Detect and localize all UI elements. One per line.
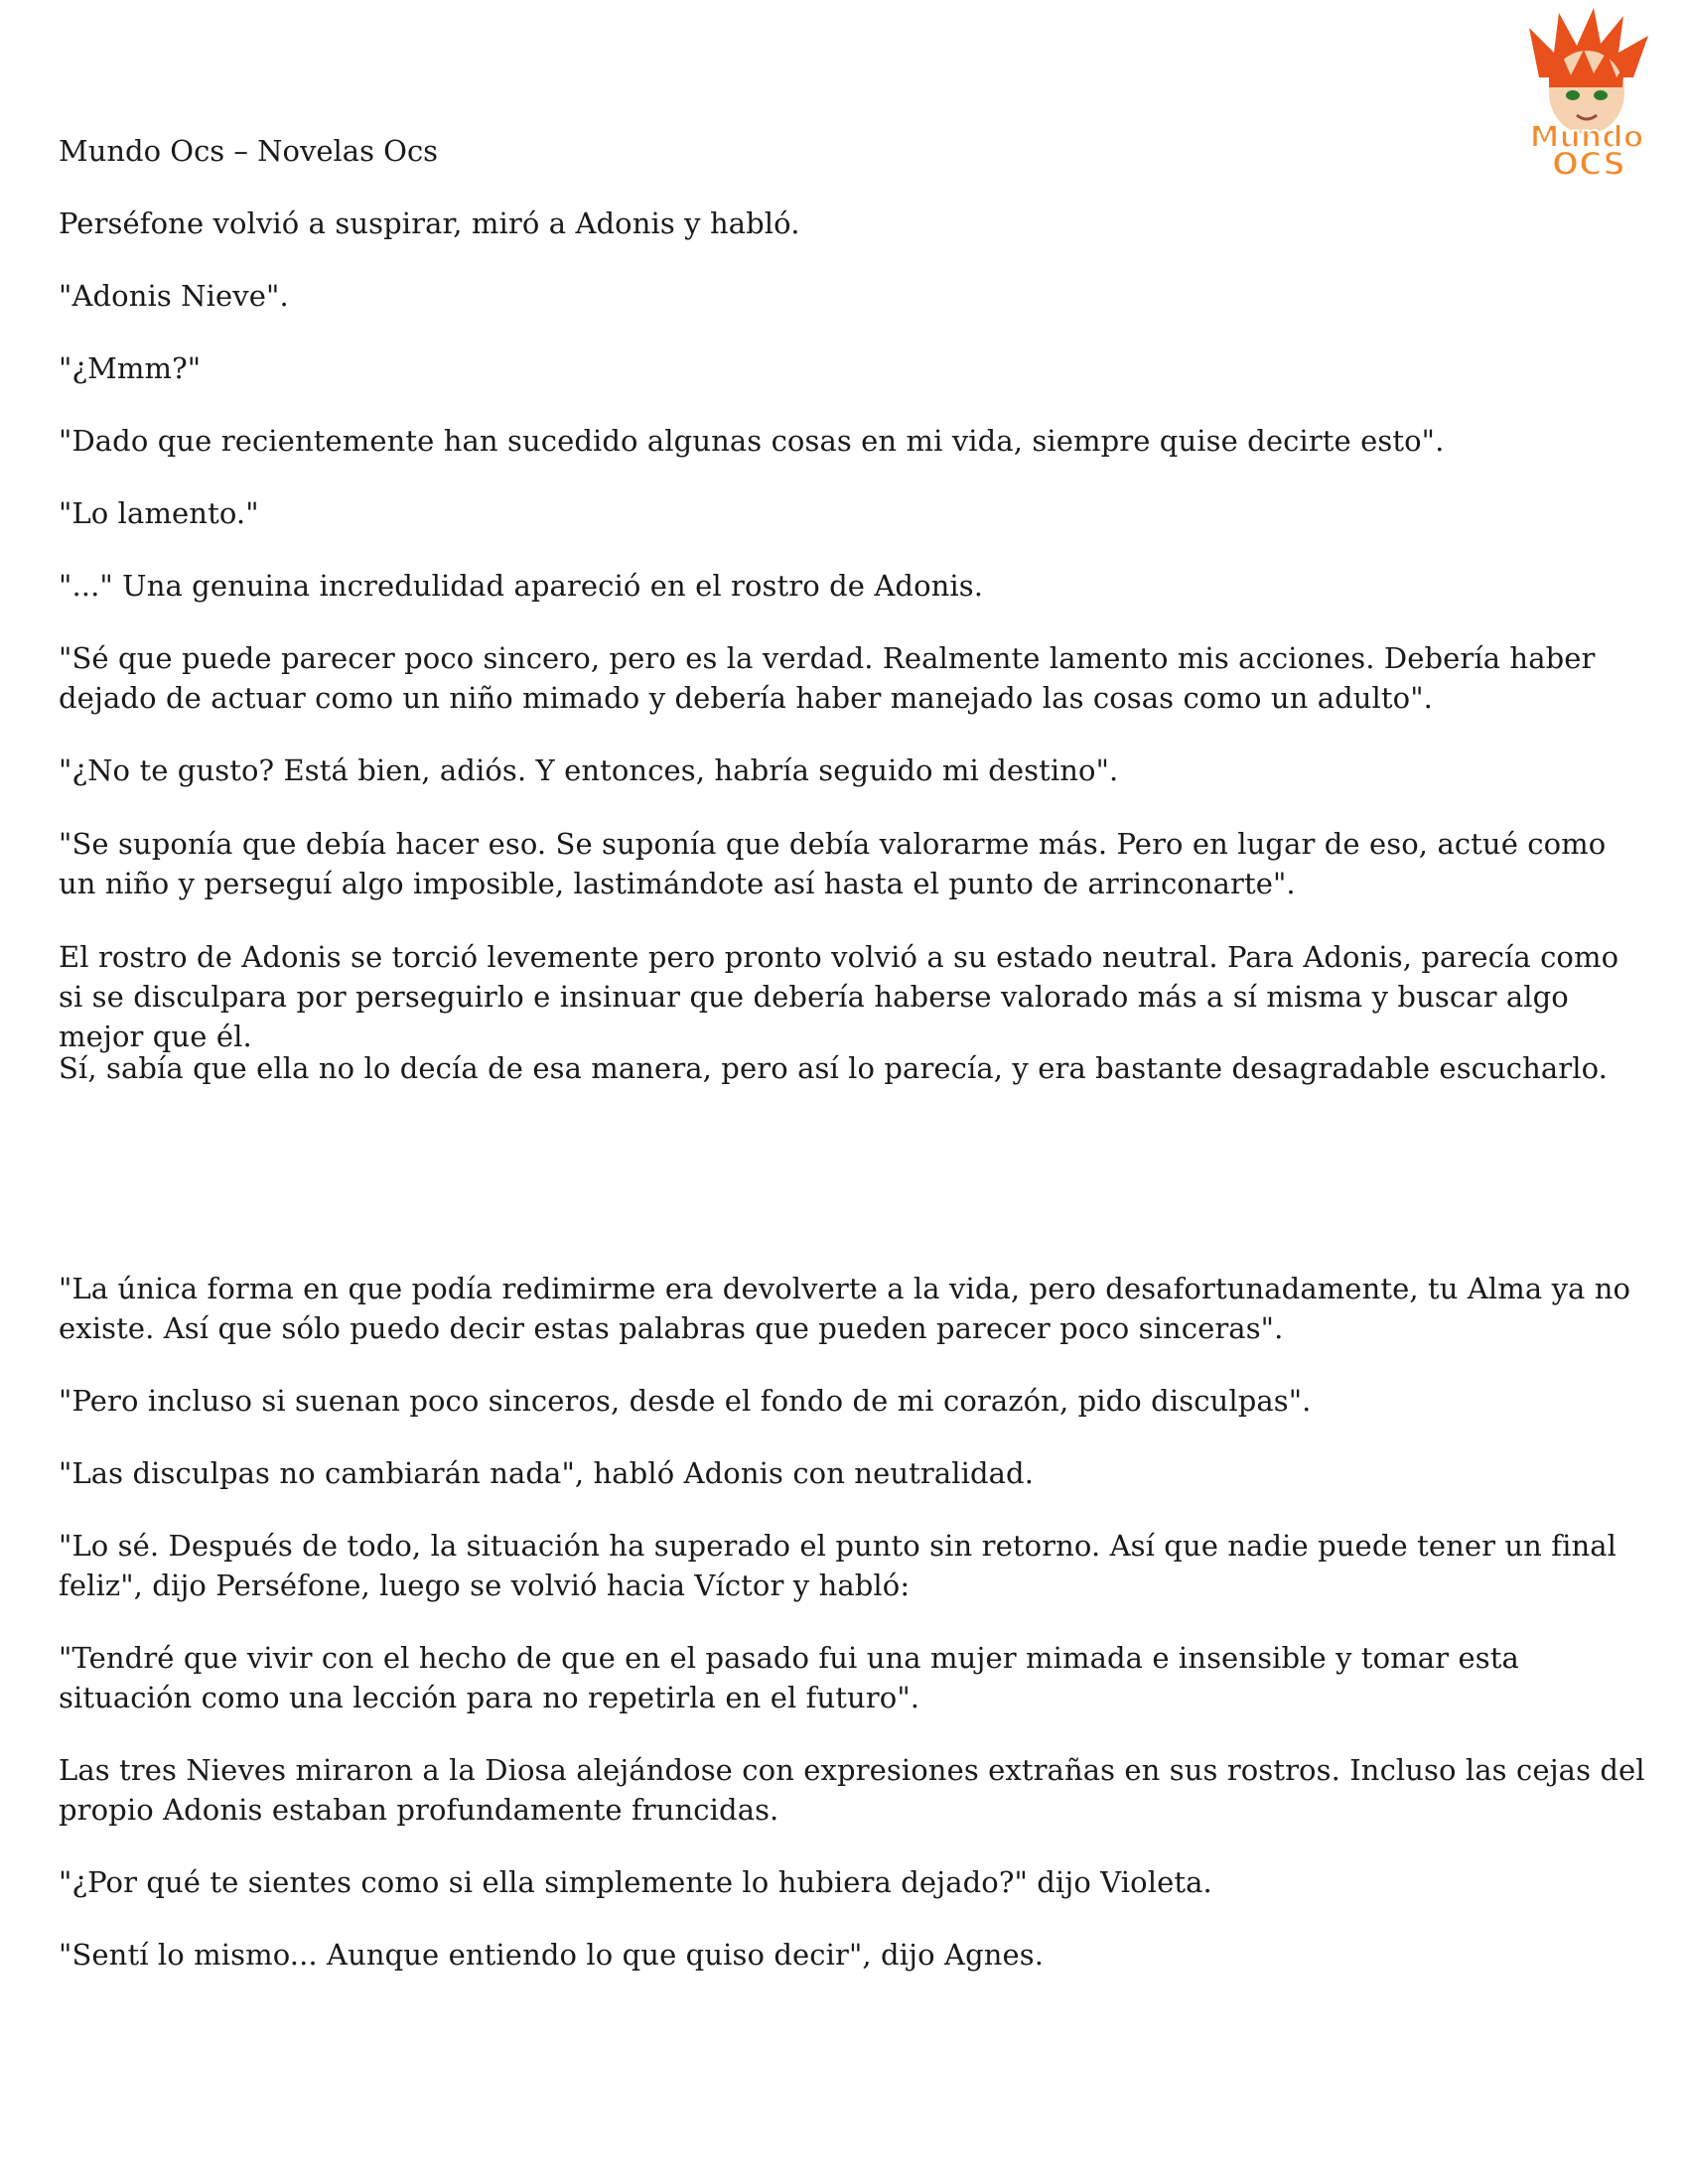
paragraph: "Se suponía que debía hacer eso. Se suponía que debía valorarme más. Pero en lugar de eso, actué como un niño y perseguí algo imposible, lastimándote así hasta el punto de arrinconarte". <box>59 827 1607 900</box>
paragraph: "Sentí lo mismo... Aunque entiendo lo que quiso decir", dijo Agnes. <box>59 1938 1045 1972</box>
paragraph: "Lo lamento." <box>59 496 259 530</box>
paragraph: Las tres Nieves miraron a la Diosa alejándose con expresiones extrañas en sus rostros. Incluso las cejas del propio Adonis estaban profundamente fruncidas. <box>59 1753 1645 1827</box>
paragraph: "Pero incluso si suenan poco sinceros, desde el fondo de mi corazón, pido disculpas". <box>59 1384 1312 1418</box>
paragraph: "Tendré que vivir con el hecho de que en el pasado fui una mujer mimada e insensible y tomar esta situación como una lección para no repetirla en el futuro". <box>59 1641 1519 1714</box>
paragraph: "Las disculpas no cambiarán nada", habló Adonis con neutralidad. <box>59 1456 1035 1490</box>
paragraph: "Lo sé. Después de todo, la situación ha superado el punto sin retorno. Así que nadie puede tener un final feliz", dijo Perséfone, luego se volvió hacia Víctor y habló: <box>59 1529 1618 1602</box>
paragraph: "Dado que recientemente han sucedido algunas cosas en mi vida, siempre quise decirte esto". <box>59 424 1445 458</box>
paragraph: "¿No te gusto? Está bien, adiós. Y entonces, habría seguido mi destino". <box>59 753 1119 787</box>
paragraph: "..." Una genuina incredulidad apareció en el rostro de Adonis. <box>59 569 984 603</box>
paragraph: "Adonis Nieve". <box>59 279 289 313</box>
mundo-ocs-logo <box>1499 8 1673 182</box>
paragraph: "¿Por qué te sientes como si ella simplemente lo hubiera dejado?" dijo Violeta. <box>59 1865 1212 1899</box>
paragraph: Sí, sabía que ella no lo decía de esa manera, pero así lo parecía, y era bastante desagradable escucharlo. <box>59 1051 1609 1085</box>
logo-text-top: Mundo <box>1529 120 1644 155</box>
logo-text-bottom: OCS <box>1551 145 1626 182</box>
paragraph: "¿Mmm?" <box>59 351 202 385</box>
mundo-ocs-logo-icon <box>1499 8 1673 182</box>
paragraph: El rostro de Adonis se torció levemente pero pronto volvió a su estado neutral. Para Adonis, parecía como si se disculpara por perseguirlo e insinuar que debería haberse valorado más a sí misma y buscar algo mejor que él. <box>59 940 1619 1053</box>
site-title: Mundo Ocs – Novelas Ocs <box>59 134 439 168</box>
paragraph: Perséfone volvió a suspirar, miró a Adonis y habló. <box>59 206 800 240</box>
paragraph: "Sé que puede parecer poco sincero, pero es la verdad. Realmente lamento mis acciones. Debería haber dejado de actuar como un niño mimado y debería haber manejado las cosas como un adulto". <box>59 641 1596 715</box>
paragraph: "La única forma en que podía redimirme era devolverte a la vida, pero desafortunadamente, tu Alma ya no existe. Así que sólo puedo decir estas palabras que pueden parecer poco sinceras". <box>59 1272 1631 1345</box>
